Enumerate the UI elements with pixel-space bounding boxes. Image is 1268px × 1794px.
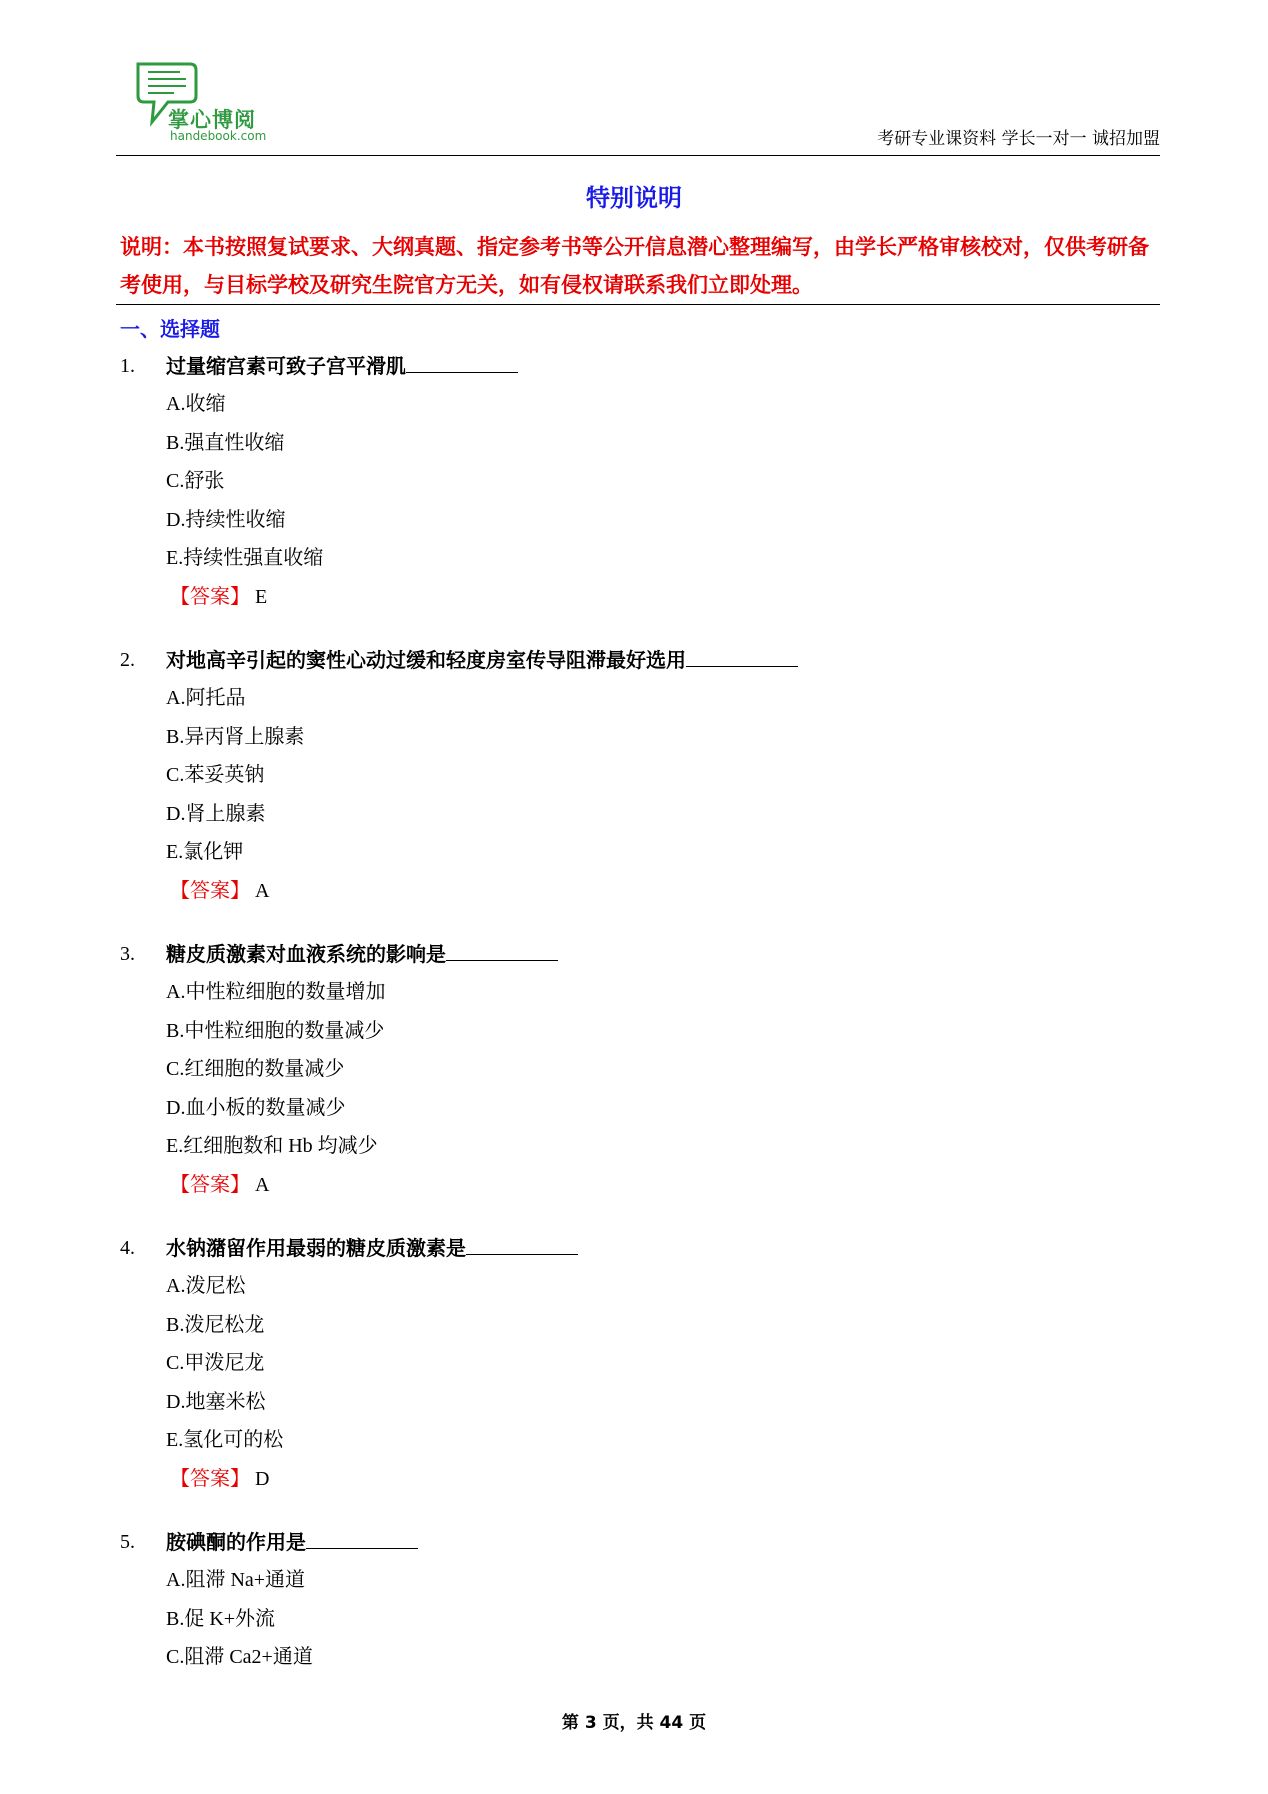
option-e: E.红细胞数和 Hb 均减少: [166, 1135, 378, 1157]
question-stem: 水钠潴留作用最弱的糖皮质激素是: [166, 1236, 466, 1260]
page-footer: 第 3 页，共 44 页: [561, 1713, 707, 1733]
option-b: B.泼尼松龙: [166, 1313, 265, 1336]
option-e: E.氯化钾: [166, 841, 244, 863]
logo-domain: handebook.com: [170, 129, 267, 143]
answer-value: E: [255, 585, 268, 608]
option-b: B.促 K+外流: [166, 1607, 276, 1630]
option-a: A.阻滞 Na+通道: [166, 1569, 306, 1591]
option-b: B.中性粒细胞的数量减少: [166, 1019, 385, 1042]
question-stem: 对地高辛引起的窦性心动过缓和轻度房室传导阻滞最好选用: [166, 648, 686, 672]
answer-blank: [306, 1524, 418, 1549]
section-heading: 一、选择题: [120, 317, 220, 341]
option-b: B.异丙肾上腺素: [166, 725, 305, 748]
answer-label: 【答案】: [170, 1173, 250, 1196]
question-2: [120, 641, 1160, 910]
option-a: A.阿托品: [166, 687, 246, 709]
answer-line: [120, 872, 1160, 910]
answer-line: [120, 1460, 1160, 1498]
option-a: A.中性粒细胞的数量增加: [166, 981, 386, 1003]
answer-line: [120, 578, 1160, 616]
option-c: C.红细胞的数量减少: [166, 1058, 345, 1080]
question-4: [120, 1229, 1160, 1498]
question-stem: 过量缩宫素可致子宫平滑肌: [166, 354, 406, 378]
notice-text: 说明：本书按照复试要求、大纲真题、指定参考书等公开信息潜心整理编写，由学长严格审核校对，仅供考研备考使用，与目标学校及研究生院官方无关，如有侵权请联系我们立即处理。: [120, 235, 1149, 297]
question-number: 2.: [120, 649, 135, 671]
option-c: C.舒张: [166, 470, 225, 492]
answer-label: 【答案】: [170, 585, 250, 608]
answer-blank: [466, 1230, 578, 1255]
answer-blank: [446, 936, 558, 961]
option-d: D.地塞米松: [166, 1390, 266, 1413]
answer-value: A: [255, 1173, 270, 1196]
answer-line: [120, 1166, 1160, 1204]
header-tagline: 考研专业课资料 学长一对一 诚招加盟: [877, 129, 1160, 149]
question-3: [120, 935, 1160, 1204]
notice-divider: [116, 304, 1160, 305]
answer-blank: [406, 348, 518, 373]
option-e: E.氢化可的松: [166, 1429, 284, 1451]
option-d: D.血小板的数量减少: [166, 1096, 346, 1119]
logo-name: 掌心博阅: [168, 108, 256, 132]
answer-label: 【答案】: [170, 1467, 250, 1490]
question-number: 3.: [120, 943, 135, 965]
header-divider: [116, 155, 1160, 156]
page-title: 特别说明: [586, 184, 682, 212]
question-stem: 糖皮质激素对血液系统的影响是: [166, 942, 446, 966]
answer-label: 【答案】: [170, 879, 250, 902]
option-a: A.收缩: [166, 393, 226, 415]
question-5: [120, 1523, 1160, 1677]
option-b: B.强直性收缩: [166, 431, 285, 454]
option-e: E.持续性强直收缩: [166, 547, 324, 569]
option-c: C.甲泼尼龙: [166, 1352, 265, 1374]
option-d: D.持续性收缩: [166, 508, 286, 531]
question-stem: 胺碘酮的作用是: [166, 1530, 306, 1554]
question-number: 1.: [120, 355, 135, 377]
option-d: D.肾上腺素: [166, 802, 266, 825]
question-1: [120, 347, 1160, 616]
answer-value: D: [255, 1467, 270, 1490]
option-a: A.泼尼松: [166, 1275, 246, 1297]
option-c: C.阻滞 Ca2+通道: [166, 1646, 313, 1668]
option-c: C.苯妥英钠: [166, 764, 265, 786]
answer-blank: [686, 642, 798, 667]
question-number: 4.: [120, 1237, 135, 1259]
answer-value: A: [255, 879, 270, 902]
question-number: 5.: [120, 1531, 135, 1553]
